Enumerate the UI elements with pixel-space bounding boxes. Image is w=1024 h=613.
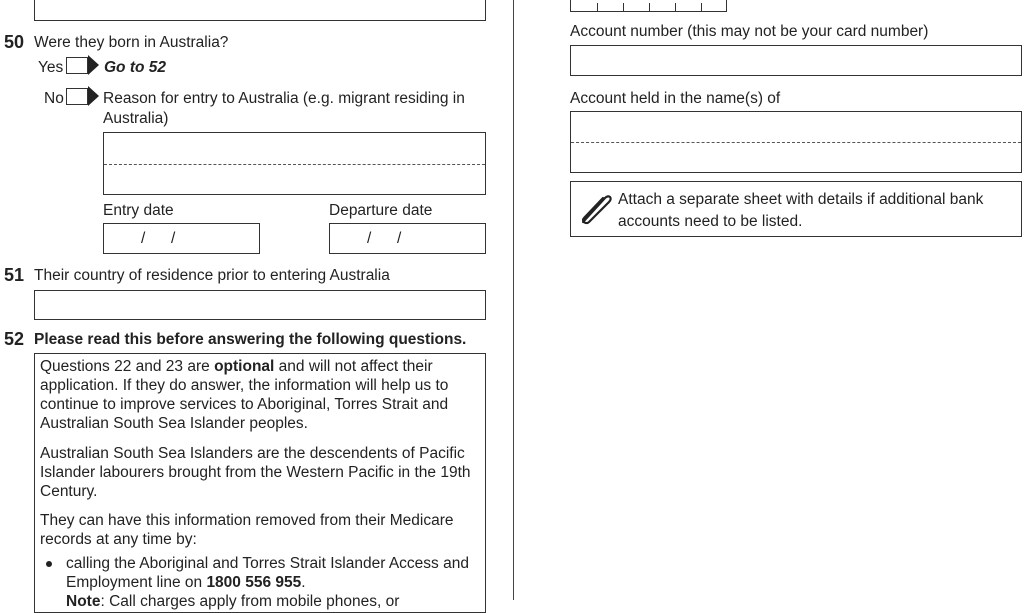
q51-question: Their country of residence prior to entering Australia xyxy=(34,267,390,284)
digit-divider xyxy=(675,3,676,12)
entry-reason-label-line1: Reason for entry to Australia (e.g. migrant residing in xyxy=(103,90,465,107)
entry-date-field[interactable] xyxy=(103,223,260,254)
column-divider xyxy=(513,0,514,600)
attach-notice-line1: Attach a separate sheet with details if additional bank xyxy=(618,191,984,208)
bullet-icon xyxy=(46,561,52,567)
question-number-52: 52 xyxy=(4,329,25,349)
entry-reason-label-line2: Australia) xyxy=(103,110,169,127)
account-name-label: Account held in the name(s) of xyxy=(570,90,781,107)
notice-paragraph-2: Australian South Sea Islanders are the descendents of Pacific Islander labourers brought from the Western Pacific in the 19th Century. xyxy=(40,445,471,500)
attach-sheet-notice xyxy=(570,181,1022,237)
arrow-right-icon xyxy=(88,55,99,75)
date-separator: / xyxy=(397,230,402,247)
yes-checkbox[interactable] xyxy=(66,57,88,74)
notice-paragraph-3: They can have this information removed from their Medicare records at any time by: xyxy=(40,512,454,548)
notice-paragraph-1: Questions 22 and 23 are optional and will not affect their application. If they do answer, the information will help us to continue to improve services to Aboriginal, Torres Strait and Australian South Sea Islander peoples. xyxy=(40,358,449,432)
question-number-50: 50 xyxy=(4,32,25,52)
account-name-field[interactable] xyxy=(570,111,1022,173)
account-number-field[interactable] xyxy=(570,45,1022,76)
entry-reason-field[interactable] xyxy=(103,132,486,195)
entry-date-label: Entry date xyxy=(103,202,174,219)
attach-notice-line2: accounts need to be listed. xyxy=(618,213,803,230)
departure-date-field[interactable] xyxy=(329,223,486,254)
no-checkbox[interactable] xyxy=(66,88,88,105)
bsb-digit-boxes[interactable] xyxy=(570,0,727,12)
date-separator: / xyxy=(141,230,146,247)
arrow-right-icon xyxy=(88,86,99,106)
q50-question: Were they born in Australia? xyxy=(34,34,229,51)
digit-divider xyxy=(649,3,650,12)
previous-answer-box[interactable] xyxy=(34,0,486,21)
paperclip-icon xyxy=(575,188,615,233)
q52-heading: Please read this before answering the following questions. xyxy=(34,331,467,348)
date-separator: / xyxy=(171,230,176,247)
dashed-divider xyxy=(571,142,1021,143)
yes-label: Yes xyxy=(38,59,64,76)
no-label: No xyxy=(44,90,64,107)
notice-bullet-1: calling the Aboriginal and Torres Strait Islander Access and Employment line on 1800 556 955. xyxy=(66,555,469,591)
digit-divider xyxy=(597,3,598,12)
digit-divider xyxy=(701,3,702,12)
departure-date-label: Departure date xyxy=(329,202,433,219)
date-separator: / xyxy=(367,230,372,247)
country-of-residence-field[interactable] xyxy=(34,290,486,320)
account-number-label: Account number (this may not be your card number) xyxy=(570,23,929,40)
notice-note: Note: Call charges apply from mobile phones, or xyxy=(66,593,400,610)
digit-divider xyxy=(623,3,624,12)
dashed-divider xyxy=(104,164,485,165)
yes-goto-instruction: Go to 52 xyxy=(104,59,167,76)
question-number-51: 51 xyxy=(4,265,25,285)
